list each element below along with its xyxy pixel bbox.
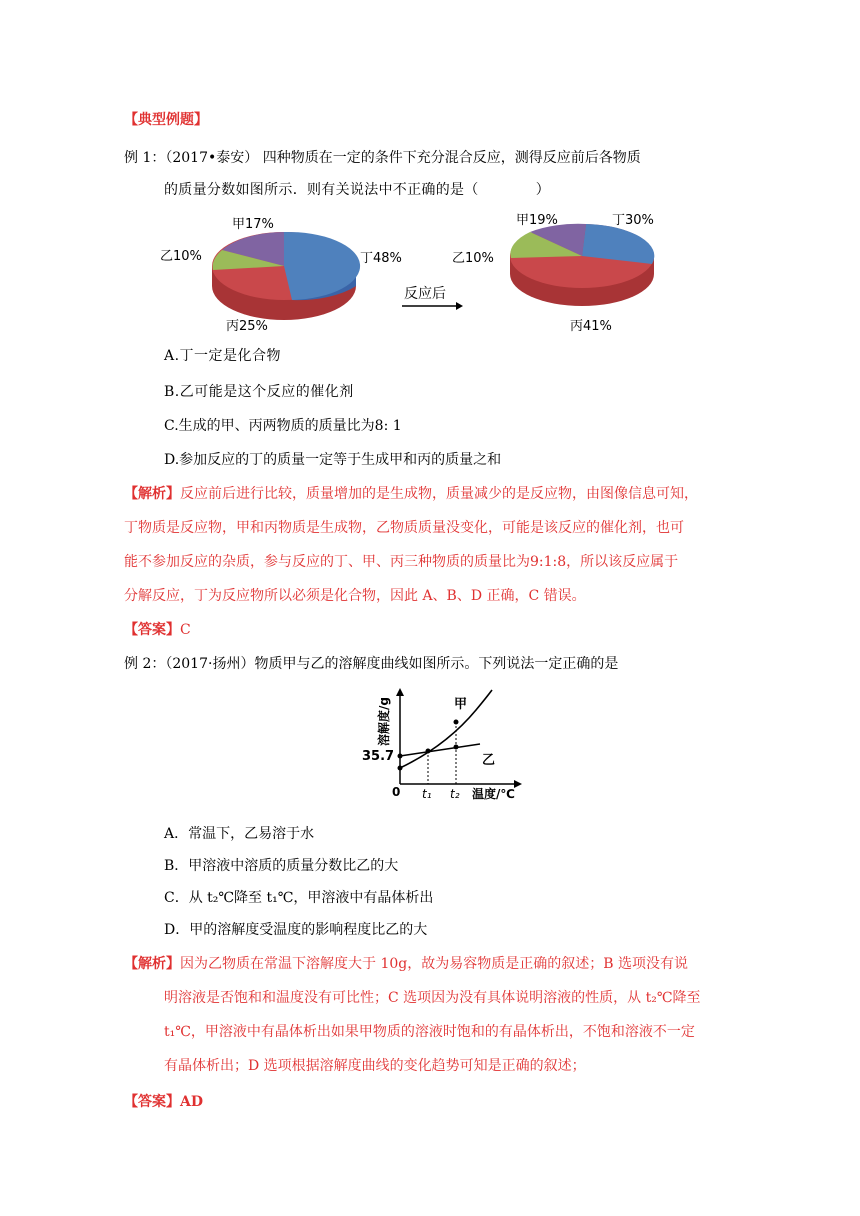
example-2-analysis-line-4: 有晶体析出；D 选项根据溶解度曲线的变化趋势可知是正确的叙述； [164,1058,586,1074]
example-1-question: （2017•泰安） 四种物质在一定的条件下充分混合反应，测得反应前后各物质 [165,150,641,166]
pie-before-label-bing: 丙25% [226,319,268,334]
example-1-answer-value: C [180,622,191,638]
example-2-analysis-line-2: 明溶液是否饱和和温度没有可比性；C 选项因为没有具体说明溶液的性质，从 t₂℃降至 [164,990,701,1006]
solubility-graph [336,684,536,804]
reaction-arrow [402,286,463,310]
graph-origin: 0 [392,785,401,799]
example-1-analysis-line-4: 分解反应，丁为反应物所以必须是化合物，因此 A、B、D 正确，C 错误。 [124,588,586,604]
example-1-option-b: B.乙可能是这个反应的催化剂 [164,384,354,400]
pie-after-label-jia: 甲19% [516,213,558,228]
section-title: 【典型例题】 [124,112,208,128]
example-2-option-d: D．甲的溶解度受温度的影响程度比乙的大 [164,922,428,938]
graph-t1: t₁ [422,787,432,801]
example-1-line-2: 的质量分数如图所示．则有关说法中不正确的是（ ） [164,182,551,198]
example-1-option-c: C.生成的甲、丙两物质的质量比为8: 1 [164,418,402,434]
pie-before [160,217,402,334]
example-2-analysis-line-3: t₁℃，甲溶液中有晶体析出如果甲物质的溶液时饱和的有晶体析出，不饱和溶液不一定 [164,1024,695,1040]
example-2-analysis-line-1: 【解析】因为乙物质在常温下溶解度大于 10g，故为易容物质是正确的叙述；B 选项没有说 [124,956,688,972]
graph-y-tick: 35.7 [362,749,395,764]
pie-before-label-ding: 丁48% [360,251,402,266]
graph-t2: t₂ [450,787,460,801]
example-2-question: （2017·扬州）物质甲与乙的溶解度曲线如图所示。下列说法一定正确的是 [165,656,619,672]
example-1-answer-tag: 【答案】 [124,622,180,638]
example-1-line-1 [124,148,641,168]
example-2-answer [124,1092,203,1112]
example-1-option-a: A.丁一定是化合物 [164,348,282,364]
example-2-option-b: B．甲溶液中溶质的质量分数比乙的大 [164,858,399,874]
example-2-answer-tag: 【答案】 [124,1094,180,1110]
example-2-analysis-tag: 【解析】 [124,956,180,972]
example-2-label: 例 2： [124,656,166,672]
example-1-analysis-line-1: 【解析】反应前后进行比较，质量增加的是生成物，质量减少的是反应物，由图像信息可知， [124,486,698,502]
pie-before-label-jia: 甲17% [232,217,274,232]
pie-before-label-yi: 乙10% [160,249,202,264]
example-2-line-1 [124,654,618,674]
pie-after [452,213,654,334]
pie-after-label-bing: 丙41% [570,319,612,334]
example-1-analysis-line-3: 能不参加反应的杂质，参与反应的丁、甲、丙三种物质的质量比为9:1:8，所以该反应属于 [124,554,679,570]
example-2-option-c: C．从 t₂℃降至 t₁℃，甲溶液中有晶体析出 [164,890,434,906]
graph-x-label: 温度/℃ [472,787,515,801]
arrow-label: 反应后 [404,286,446,302]
pie-after-label-ding: 丁30% [612,213,654,228]
example-1-analysis-line-2: 丁物质是反应物，甲和丙物质是生成物，乙物质质量没变化，可能是该反应的催化剂，也可 [124,520,684,536]
curve-yi [400,744,480,756]
example-1-label: 例 1： [124,150,166,166]
curve-jia [400,690,492,768]
example-1-answer [124,620,191,640]
graph-y-label: 溶解度/g [377,697,391,746]
pie-after-label-yi: 乙10% [452,251,494,266]
graph-series-yi: 乙 [482,753,496,768]
example-1-analysis-tag: 【解析】 [124,486,180,502]
example-2-answer-value: AD [180,1094,204,1110]
example-1-option-d: D.参加反应的丁的质量一定等于生成甲和丙的质量之和 [164,452,502,468]
example-2-option-a: A．常温下，乙易溶于水 [164,826,315,842]
pie-charts-figure [160,208,670,340]
graph-series-jia: 甲 [454,697,468,712]
